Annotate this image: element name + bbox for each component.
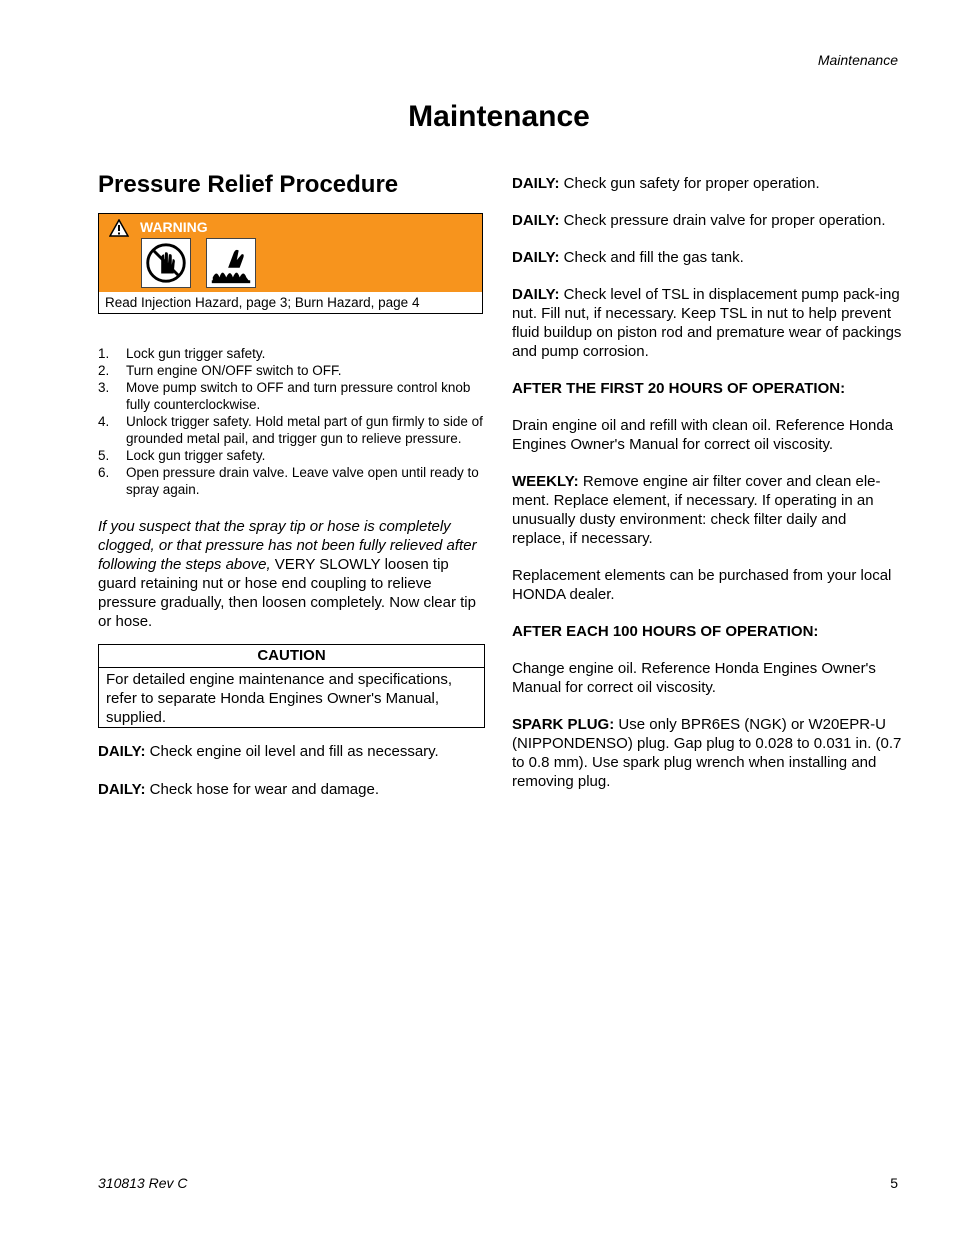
maintenance-schedule xyxy=(512,174,902,809)
schedule-label: DAILY: xyxy=(512,286,560,303)
schedule-text: Replacement elements can be purchased from your local HONDA dealer. xyxy=(512,567,892,603)
burn-hazard-icon xyxy=(206,238,256,288)
page-number: 5 xyxy=(890,1175,898,1191)
list-item xyxy=(98,379,483,413)
step-text: Open pressure drain valve. Leave valve open until ready to spray again. xyxy=(126,465,479,497)
warning-box xyxy=(98,213,483,314)
first-20-hours-heading xyxy=(512,379,902,398)
step-text: Turn engine ON/OFF switch to OFF. xyxy=(126,363,342,378)
daily-gas-tank xyxy=(512,248,902,267)
caution-label: CAUTION xyxy=(99,645,484,668)
list-item xyxy=(98,362,483,379)
clog-note xyxy=(98,517,483,631)
schedule-text: Check and fill the gas tank. xyxy=(559,249,744,266)
daily-hose xyxy=(98,780,483,799)
step-text: Unlock trigger safety. Hold metal part of gun firmly to side of grounded metal pail, and trigger gun to relieve pressure. xyxy=(126,414,483,446)
schedule-label: DAILY: xyxy=(98,743,146,760)
first-20-hours-text xyxy=(512,416,902,454)
step-number: 6. xyxy=(98,465,110,480)
each-100-hours-heading xyxy=(512,622,902,641)
schedule-text: Check level of TSL in displacement pump pack-ing nut. Fill nut, if necessary. Keep TSL in nut to help prevent fluid buildup on piston rod and premature wear of packings and pump corrosion. xyxy=(512,286,902,360)
schedule-text: Check gun safety for proper operation. xyxy=(559,175,820,192)
step-text: Move pump switch to OFF and turn pressure control knob fully counterclockwise. xyxy=(126,380,471,412)
doc-id: 310813 Rev C xyxy=(98,1175,188,1191)
daily-drain-valve xyxy=(512,211,902,230)
running-head: Maintenance xyxy=(817,52,898,68)
schedule-label: AFTER THE FIRST 20 HOURS OF OPERATION: xyxy=(512,380,846,397)
list-item xyxy=(98,345,483,362)
schedule-text: Drain engine oil and refill with clean oil. Reference Honda Engines Owner's Manual for correct oil viscosity. xyxy=(512,417,894,453)
warning-band xyxy=(99,214,482,292)
warning-triangle-icon xyxy=(109,219,129,237)
step-text: Lock gun trigger safety. xyxy=(126,346,266,361)
schedule-text: Use only BPR6ES (NGK) or W20EPR-U (NIPPONDENSO) plug. Gap plug to 0.028 to 0.031 in. (0.7 to 0.8 mm). Use spark plug wrench when installing and removing plug. xyxy=(512,716,902,790)
daily-gun-safety xyxy=(512,174,902,193)
schedule-label: DAILY: xyxy=(98,781,146,798)
daily-tsl xyxy=(512,285,902,361)
page-title: Maintenance xyxy=(408,100,590,133)
schedule-text: Change engine oil. Reference Honda Engines Owner's Manual for correct oil viscosity. xyxy=(512,660,876,696)
clog-note-italic: If you suspect that the spray tip or hose is completely clogged, or that pressure has not been fully relieved after following the steps above, xyxy=(98,518,477,573)
injection-hazard-icon xyxy=(141,238,191,288)
schedule-label: SPARK PLUG: xyxy=(512,716,615,733)
schedule-label: DAILY: xyxy=(512,212,560,229)
daily-engine-oil xyxy=(98,742,483,761)
schedule-label: DAILY: xyxy=(512,249,560,266)
step-number: 2. xyxy=(98,363,110,378)
schedule-text: Check engine oil level and fill as necessary. xyxy=(145,743,439,760)
schedule-label: DAILY: xyxy=(512,175,560,192)
schedule-label: AFTER EACH 100 HOURS OF OPERATION: xyxy=(512,623,819,640)
step-number: 5. xyxy=(98,448,110,463)
schedule-label: WEEKLY: xyxy=(512,473,579,490)
warning-label: WARNING xyxy=(140,219,208,235)
caution-text: For detailed engine maintenance and specifications, refer to separate Honda Engines Owner's Manual, supplied. xyxy=(106,671,453,726)
caution-box xyxy=(98,644,485,728)
schedule-text: Remove engine air filter cover and clean ele-ment. Replace element, if necessary. If operating in an unusually dusty environment: check filter daily and replace, if necessary. xyxy=(512,473,881,547)
step-text: Lock gun trigger safety. xyxy=(126,448,266,463)
procedure-steps xyxy=(98,345,483,498)
schedule-text: Check pressure drain valve for proper operation. xyxy=(559,212,886,229)
list-item xyxy=(98,464,483,498)
warning-caption: Read Injection Hazard, page 3; Burn Hazard, page 4 xyxy=(105,295,420,310)
step-number: 1. xyxy=(98,346,110,361)
schedule-text: Check hose for wear and damage. xyxy=(145,781,379,798)
list-item xyxy=(98,447,483,464)
spark-plug xyxy=(512,715,902,791)
list-item xyxy=(98,413,483,447)
step-number: 4. xyxy=(98,414,110,429)
each-100-hours-text xyxy=(512,659,902,697)
replacement-elements xyxy=(512,566,902,604)
section-title: Pressure Relief Procedure xyxy=(98,171,399,198)
weekly-air-filter xyxy=(512,472,902,548)
step-number: 3. xyxy=(98,380,110,395)
clog-note-text: VERY SLOWLY loosen tip guard retaining nut or hose end coupling to relieve pressure gradually, then loosen completely. Now clear tip or hose. xyxy=(98,556,476,630)
